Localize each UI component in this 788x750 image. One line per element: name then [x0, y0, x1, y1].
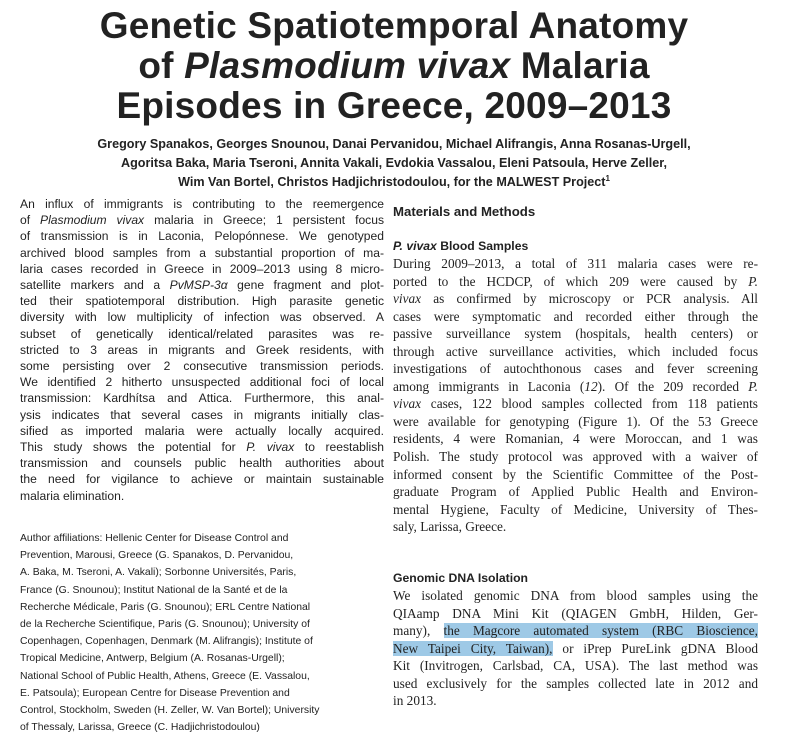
- abstract-line: the need for vigilance to achieve or maintain sustainable: [20, 472, 384, 487]
- body-line: vivax as confirmed by microscopy or PCR analysis. All: [393, 291, 758, 307]
- author-line-2: Agoritsa Baka, Maria Tseroni, Annita Vakali, Evdokia Vassalou, Eleni Patsoula, Herve Zeller,: [121, 156, 667, 170]
- materials-methods-heading: Materials and Methods: [393, 204, 536, 219]
- abstract-line: This study shows the potential for P. vivax to reestablish: [20, 440, 385, 455]
- abstract-line: transmission and counsels public health authorities about: [20, 456, 384, 471]
- abstract-line: ted their spatiotemporal distribution. High parasite genetic: [20, 294, 384, 309]
- author-affiliations: [20, 530, 384, 736]
- body-line: in 2013.: [393, 693, 437, 709]
- affiliation-line: de la Recherche Scientifique, Paris (G. Snounou); University of: [20, 619, 310, 631]
- body-line: We isolated genomic DNA from blood samples using the: [393, 588, 758, 603]
- abstract-line: An influx of immigrants is contributing to the reemergence: [20, 197, 384, 211]
- body-line: many), the Magcore automated system (RBC Bioscience,: [393, 623, 758, 639]
- body-line: cases were symptomatic and recorded either through the: [393, 308, 758, 324]
- affiliation-line: Control, Stockholm, Sweden (H. Zeller, W. Van Bortel); University: [20, 705, 320, 717]
- body-line: Kit (Invitrogen, Carlsbad, CA, USA). The last method was: [393, 658, 758, 674]
- abstract-line: diversity with low multiplicity of infection was observed. A: [20, 310, 384, 325]
- abstract-line: satellite markers and a PvMSP-3α gene fragment and plot-: [20, 278, 385, 293]
- author-line-3: Wim Van Bortel, Christos Hadjichristodoulou, for the MALWEST Project$^1$: [178, 173, 610, 189]
- body-line: graduate Program of Applied Public Health and Environ-: [393, 484, 758, 500]
- body-line: QIAamp DNA Mini Kit (QIAGEN GmbH, Hilden, Ger-: [393, 605, 758, 621]
- abstract-line: archived blood samples from a substantial proportion of ma-: [20, 245, 384, 260]
- title-line-1: Genetic Spatiotemporal Anatomy: [99, 5, 689, 46]
- affiliation-line: of Thessaly, Larissa, Greece (C. Hadjichristodoulou): [20, 722, 260, 734]
- abstract-line: subset of genetically identical/related parasites was re-: [20, 326, 384, 341]
- abstract-line: We identified 2 hitherto unsuspected additional foci of local: [20, 375, 384, 390]
- abstract-line: of transmission is in Laconia, Pelopónnese. We genotyped: [20, 229, 384, 244]
- text-highlight: the Magcore automated system (RBC Bioscience,: [443, 623, 758, 639]
- abstract-line: some persisting over 2 consecutive transmission periods.: [20, 359, 384, 374]
- body-line: informed consent by the Scientific Committee of the Post-: [393, 466, 758, 482]
- affiliation-line: Prevention, Marousi, Greece (G. Spanakos, D. Pervanidou,: [20, 550, 294, 562]
- body-line: ported to the HCDCP, of which 209 were caused by P.: [393, 273, 758, 289]
- body-line: residents, 4 were Romanian, 4 were Moroccan, and 1 was: [393, 431, 758, 447]
- text-highlight: New Taipei City, Taiwan),: [393, 640, 553, 656]
- affiliation-line: Author affiliations: Hellenic Center for Disease Control and: [20, 533, 289, 544]
- body-line: among immigrants in Laconia (12). Of the 209 recorded P.: [393, 378, 758, 394]
- abstract-line: of Plasmodium vivax malaria in Greece; 1 persistent focus: [20, 213, 385, 228]
- body-line: mental Hygiene, Faculty of Medicine, University of Thes-: [393, 501, 758, 517]
- abstract: [20, 196, 384, 504]
- body-line: passive surveillance system (hospitals, health centers) or: [393, 326, 758, 342]
- affiliation-line: E. Patsoula); European Centre for Disease Prevention and: [20, 687, 290, 699]
- body-line: saly, Larissa, Greece.: [393, 519, 507, 535]
- abstract-line: ysis indicates that several cases in migrants initially clas-: [20, 407, 384, 422]
- title-line-3: Episodes in Greece, 2009–2013: [116, 85, 672, 126]
- body-line: During 2009–2013, a total of 311 malaria cases were re-: [393, 256, 758, 271]
- body-line: through active surveillance activities, which included focus: [393, 343, 758, 359]
- body-line: investigations of autochthonous cases and fever screening: [393, 361, 758, 377]
- body-line: vivax cases, 122 blood samples collected from 118 patients: [393, 396, 758, 412]
- affiliation-line: National School of Public Health, Athens, Greece (E. Vassalou,: [20, 670, 310, 682]
- affiliation-line: France (G. Snounou); Institut National de la Santé et de la: [20, 584, 288, 596]
- article-title: [0, 6, 788, 126]
- blood-samples-paragraph: [393, 255, 758, 536]
- affiliation-line: Tropical Medicine, Antwerp, Belgium (A. Rosanas-Urgell);: [20, 653, 285, 665]
- affiliation-line: A. Baka, M. Tseroni, A. Vakali); Sorbonne Universités, Paris,: [20, 567, 297, 579]
- author-line-1: Gregory Spanakos, Georges Snounou, Danai Pervanidou, Michael Alifrangis, Anna Rosanas-Urgell,: [97, 137, 691, 151]
- genomic-dna-paragraph: [393, 587, 758, 710]
- body-line: used exclusively for the samples collected late in 2012 and: [393, 675, 758, 691]
- body-line: Polish. The study protocol was approved with a waiver of: [393, 449, 758, 465]
- title-line-2: of Plasmodium vivax Malaria: [138, 45, 650, 86]
- abstract-line: sified as imported malaria were actually locally acquired.: [20, 423, 384, 438]
- abstract-line: laria cases recorded in Greece in 2009–2013 using 8 micro-: [20, 261, 384, 276]
- abstract-line: transmission: Kardhítsa and Attica. Furthermore, this anal-: [20, 391, 384, 406]
- genomic-dna-heading: Genomic DNA Isolation: [393, 571, 528, 585]
- abstract-line: malaria elimination.: [20, 488, 125, 503]
- body-line: were available for genotyping (Figure 1). Of the 53 Greece: [393, 413, 758, 429]
- author-list: [20, 135, 768, 192]
- blood-samples-heading: P. vivax Blood Samples: [393, 239, 529, 253]
- body-line: New Taipei City, Taiwan), or iPrep PureLink gDNA Blood: [393, 640, 758, 656]
- affiliation-line: Recherche Médicale, Paris (G. Snounou); ERL Centre National: [20, 601, 311, 613]
- affiliation-line: Copenhagen, Copenhagen, Denmark (M. Alifrangis); Institute of: [20, 636, 313, 648]
- affiliation-superscript: 1: [605, 173, 610, 183]
- abstract-line: stricted to 3 areas in migrants and Greek residents, with: [20, 342, 384, 357]
